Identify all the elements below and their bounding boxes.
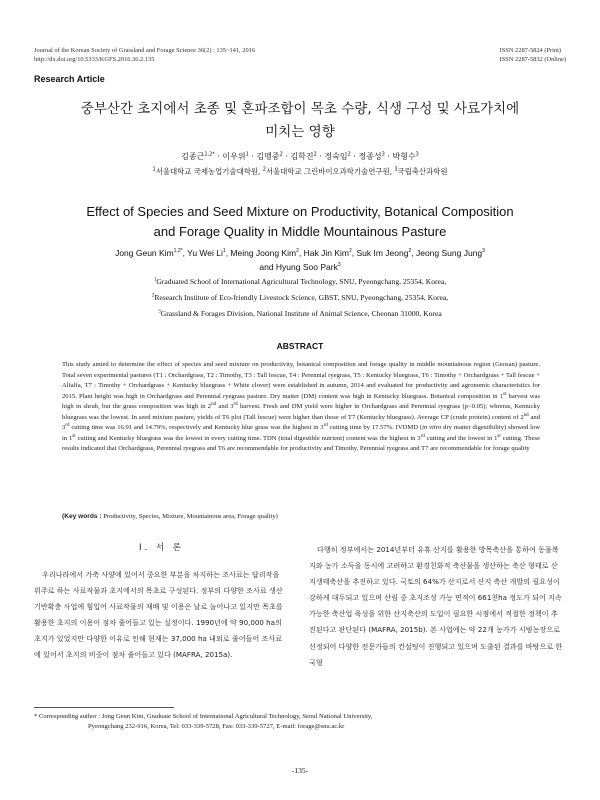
korean-title <box>0 98 600 144</box>
abstract-body: This study amied to determine the effect of species and seed mixture on productivity, botanical composition and forage quality in middle mountainous region (Geosan) pasture. Total seven experimental pastures (T1 : Orchardgrass, T2 : Timothy, T3 : Tall fescue, T4 : Perennial ryegrass, T5 : Kentucky bluegrass, T6 : Timothy + Orchardgrass + Tall fescue + Alfalfa, T7 : Timothy + Orchardgrass + Kentucky bluegrass + White clover) were established in autumn, 2014 and evaluated for productivity and agronomic characteristics for 2015. Plant height was high in Orchardgrass and Perennial ryegrass pasture. Dry matter (DM) content was high in Kentucky bluegrass. Botanical composition in 1st harvest was high in shrub, but the grass composition was high in 2nd and 3rd harvest. Fresh and DM yield were higher in Orchardgrass and Perennial ryegrass (p<0.05); whreras, Kentucky bluegrass was the lowest. In seed mixture pasture, yields of T6 plot (Tall fescue) were higher than those of T7 (Kentucky bluegrass). Average CP (crude protein) content of 2nd and 3rd cutting time was 16.91 and 14.79%, respectively and Kentucky blue grass was the highest in 3rd cutting time by 17.57%. IVDMD (in vitro dry matter digestibility) showed low in 1st cutting and Kentucky bluegrass was the lowest in every cutting time. TDN (total digestible nutrient) content was the highest in 3rd cutting and the lowest in 1st cutting. These results indicated that Orchardgrass, Perennial ryegrass and T6 are recommendable for productivity and Timothy, Perennial ryegrass and T7 are recommendable for forage quality <box>62 361 541 452</box>
right-column <box>309 542 563 671</box>
author: Jeong Sung Jung <box>415 248 483 258</box>
korean-affiliations: $^1$서울대학교 국제농업기술대학원, $^2$서울대학교 그린바이오과학기술연구원, $^3$국립축산과학원 <box>152 166 448 176</box>
english-affiliation-1: $^1$Graduated School of International Agricultural Technology, SNU, Pyeongchang, 25354, Korea, <box>153 277 447 286</box>
english-affiliation-3: $^3$Grassland & Forages Division, National Institute of Animal Science, Cheonan 31000, Korea <box>158 309 442 318</box>
author: 이우위 <box>222 152 246 161</box>
issn-print: ISSN 2287-5824 (Print) <box>499 47 562 54</box>
english-affiliation-2: $^2$Research Institute of Eco-friendly Livestock Science, GBST, SNU, Pyeongchang, 25354, Korea, <box>151 293 449 302</box>
author: Jong Geun Kim <box>115 248 174 258</box>
english-title <box>0 202 600 242</box>
journal-header <box>34 46 255 64</box>
affiliation: 서울대학교 그린바이오과학기술연구원, <box>265 167 395 176</box>
keywords <box>62 513 540 520</box>
issn-block <box>500 46 566 64</box>
english-title-line2: and Forage Quality in Middle Mountainous Pasture <box>153 224 447 239</box>
affiliation: 서울대학교 국제농업기술대학원, <box>155 167 263 176</box>
english-authors: Jong Geun Kim$^{1,2*}$, Yu Wei Li$^1$, Meing Joong Kim$^2$, Hak Jin Kim$^2$, Suk Im Jeong$^2$, Jeong Sung Jung$^3$ and Hyung Soo Park$^3$ <box>115 248 485 272</box>
korean-authors: 김종근$^{1,2*}$ · 이우위$^1$ · 김맹중$^2$ · 김학진$^2$ · 정숙임$^2$ · 정종성$^3$ · 박형수$^3$ <box>181 151 419 161</box>
corresponding-author-footnote: * Corresponding author : Jong Geun Kim, Graduate School of International Agricultural Technology, Seoul National University, Pyeongchang 232-916, Korea, Tel: 033-339-5728, Fax: 033-339-5727, E-mail: forage@snu.ac.kr <box>34 713 373 730</box>
korean-title-line1: 중부산간 초지에서 초종 및 혼파조합이 목초 수량, 식생 구성 및 사료가치에 <box>80 101 520 117</box>
doi-link[interactable]: http://dx.doi.org/10.5333/KGFS.2016.36.2.135 <box>34 56 155 63</box>
author: 박형수 <box>392 152 416 161</box>
left-column <box>34 567 288 664</box>
author: 정종성 <box>358 152 382 161</box>
korean-title-line2: 미치는 영향 <box>265 124 335 140</box>
abstract-heading: ABSTRACT <box>276 341 324 351</box>
article-type: Research Article <box>34 74 105 84</box>
intro-paragraph-1: 우리나라에서 가축 사양에 있어서 중요한 부분을 차지하는 조사료는 답리작을 위주로 하는 사료작물과 초지에서의 목초로 구성된다. 정부의 다양한 조사료 생산기반확충 사업에 힘입어 사료작물의 재배 및 이용은 날로 늘어나고 있지만 목초를 활용한 초지의 이용이 점차 줄어들고 있는 실정이다. 1990년에 약 90,000 ha의 초지가 있었지만 다양한 이유로 인해 현재는 37,000 ha 내외로 줄어들어 조사료에 있어서 초지의 비중이 점차 줄어들고 있다 (MAFRA, 2015a). <box>34 570 283 660</box>
english-title-line1: Effect of Species and Seed Mixture on Productivity, Botanical Composition <box>86 204 514 219</box>
author: Suk Im Jeong <box>356 248 409 258</box>
author: Hak Jin Kim <box>303 248 349 258</box>
author: Hyung Soo Park <box>275 262 338 272</box>
intro-paragraph-2: 다행히 정부에서는 2014년부터 유휴 산지를 활용한 방목축산을 통하여 동물복지와 농가 소득을 동시에 고려하고 환경친화적 축산물을 생산하는 축산 형태로 산지생태축산을 추진하고 있다. 국토의 64%가 산지로서 산지 축산 개발의 필요성이 강하게 대두되고 있으며 산림 중 초지조성 가능 면적이 661천ha 정도가 되어 지속가능한 축산업 육성을 위한 산지축산의 도입이 필요한 시점에서 적절한 정책이 추진된다고 판단된다 (MAFRA, 2015b). 본 사업에는 약 22개 농가가 시범농장으로 선정되어 다양한 전문가들의 컨설팅이 진행되고 있으며 도출된 결과를 바탕으로 한국형 <box>309 545 563 667</box>
author: 김학진 <box>290 152 314 161</box>
author: 김맹중 <box>256 152 280 161</box>
footnote-divider <box>34 707 174 708</box>
author: 정숙임 <box>324 152 348 161</box>
journal-citation: Journal of the Korean Society of Grassland and Forage Science 36(2) : 135~141, 2016 <box>34 47 256 54</box>
issn-online: ISSN 2287-5832 (Online) <box>499 56 566 63</box>
keywords-list: Productivity, Species, Mixture, Mountainous area, Forage quality) <box>101 513 278 520</box>
affiliation: 국립축산과학원 <box>397 167 448 176</box>
page-number: -135- <box>291 766 309 775</box>
keywords-label: (Key words : <box>62 513 102 520</box>
author: Yu Wei Li <box>187 248 223 258</box>
author: Meing Joong Kim <box>230 248 297 258</box>
author: 김종근 <box>181 152 205 161</box>
section-heading: Ⅰ. 서 론 <box>138 543 185 553</box>
